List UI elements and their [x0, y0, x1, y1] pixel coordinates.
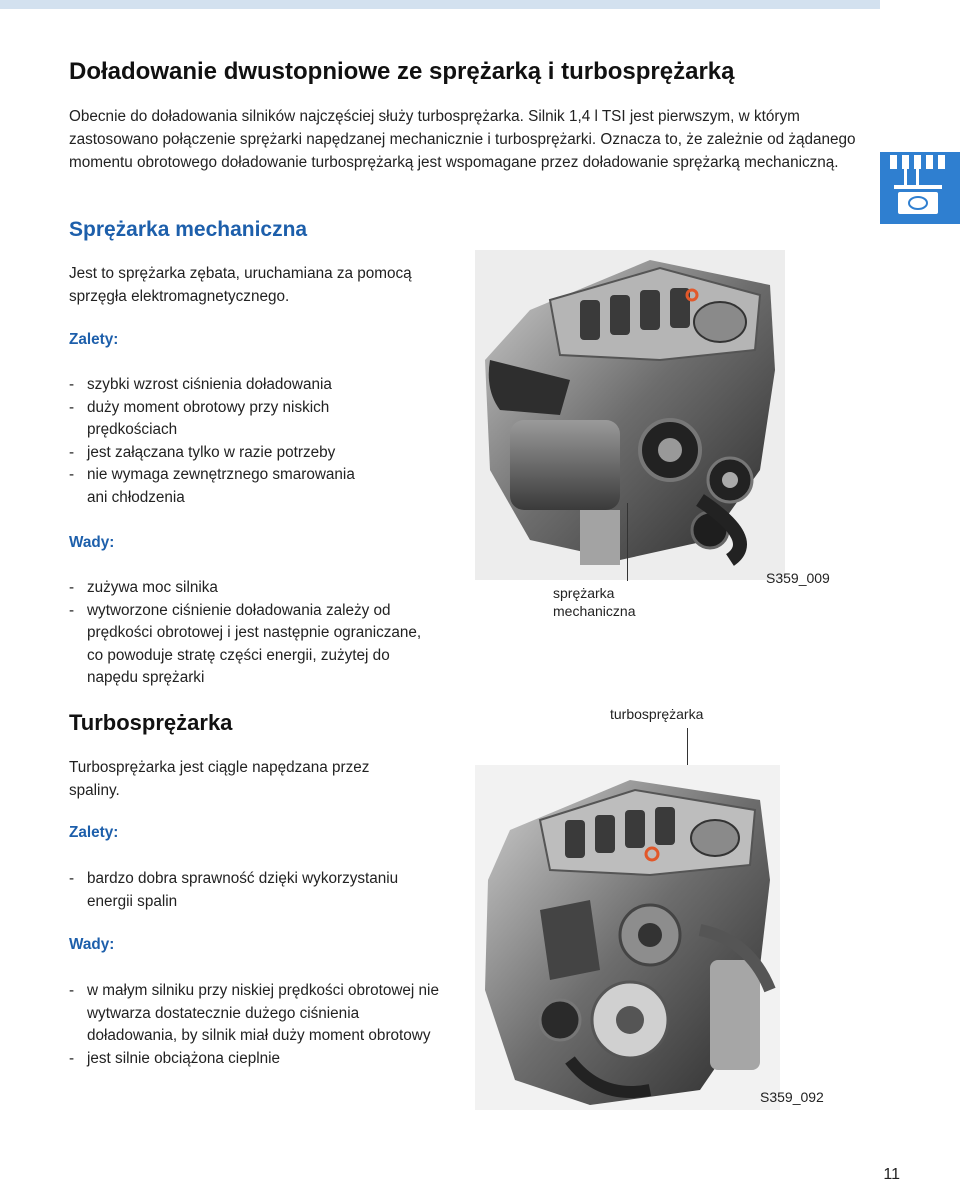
list-item: - jest załączana tylko w razie potrzeby [69, 442, 374, 465]
engine-section-icon [880, 152, 960, 224]
mechanical-description: Jest to sprężarka zębata, uruchamiana za pomocą sprzęgła elektromagnetycznego. [69, 265, 412, 305]
turbo-description: Turbosprężarka jest ciągle napędzana przez spaliny. [69, 759, 370, 799]
list-item: - bardzo dobra sprawność dzięki wykorzystaniu energii spalin [69, 868, 429, 913]
engine-image-turbo [470, 760, 785, 1115]
list-item: - nie wymaga zewnętrznego smarowania ani chłodzenia [69, 464, 374, 509]
list-item: - w małym silniku przy niskiej prędkości obrotowej nie wytwarza dostatecznie dużego ciśnienia doładowania, by silnik miał duży moment obrotowy [69, 980, 449, 1048]
intro-paragraph: Obecnie do doładowania silników najczęściej służy turbosprężarka. Silnik 1,4 l TSI jest pierwszym, w którym zastosowano połączenie sprężarki napędzanej mechanicznie i turbosprężarki. Oznacza to, że zależnie od żądanego momentu obrotowego doładowanie turbosprężarką jest wspomagane przez doładowanie sprężarką mechaniczną. [69, 108, 856, 171]
top-bar [0, 0, 880, 9]
engine-image-supercharger [470, 240, 790, 585]
figure-code-2: S359_092 [760, 1089, 824, 1105]
page-number: 11 [883, 1166, 900, 1183]
mechanical-cons-label: Wady: [69, 534, 115, 551]
section-heading-turbo: Turbosprężarka [69, 710, 233, 735]
list-item: - zużywa moc silnika [69, 577, 439, 600]
callout-supercharger: sprężarka mechaniczna [553, 585, 636, 619]
list-item: - wytworzone ciśnienie doładowania zależy od prędkości obrotowej i jest następnie ograniczane, co powoduje stratę części energii, zużytej do napędu sprężarki [69, 600, 439, 690]
turbo-cons-list [69, 980, 449, 1070]
figure-code-1: S359_009 [766, 570, 830, 586]
mechanical-cons-list [69, 577, 439, 690]
turbo-cons-label: Wady: [69, 936, 115, 953]
turbo-pros-label: Zalety: [69, 824, 119, 841]
list-item: - duży moment obrotowy przy niskich prędkościach [69, 397, 374, 442]
page-title: Doładowanie dwustopniowe ze sprężarką i turbosprężarką [69, 58, 735, 85]
turbo-pros-list [69, 868, 429, 913]
list-item: - jest silnie obciążona cieplnie [69, 1048, 449, 1071]
list-item: - szybki wzrost ciśnienia doładowania [69, 374, 374, 397]
section-heading-mechanical: Sprężarka mechaniczna [69, 218, 308, 241]
mechanical-pros-label: Zalety: [69, 331, 119, 348]
callout-line-supercharger [627, 503, 628, 581]
mechanical-pros-list [69, 374, 374, 510]
callout-turbo: turbosprężarka [610, 706, 704, 722]
